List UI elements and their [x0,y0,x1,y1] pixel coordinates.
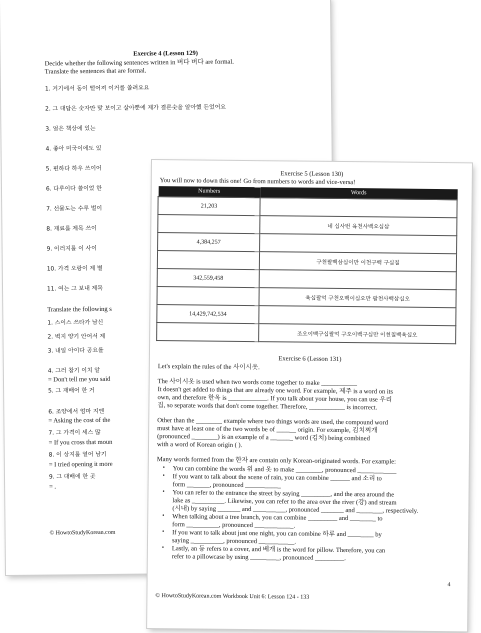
number-cell: 14,429,742,534 [157,305,259,324]
translate-9: 9. 그 대배에 한 곳 [48,474,96,481]
page-number: 4 [447,582,451,589]
translate-5: 5. 그 재배어 한 거 [48,388,95,395]
bullet-line-11: Lastly, an 등 refers to a cover, and 베개 is the word for pillow. Therefore, you can [171,545,386,555]
words-cell: 구천팔백삼십이만 이천구백 구십칠 [259,252,456,272]
bullet-line-1: You can combine the words 위 and 옷 to make ________, pronounced ____________ [172,465,397,475]
paragraph-1-line-2: It doesn't get added to things that are already one word. For example, 제주 is a word on its [157,386,394,396]
translate-7-answer: = If you cross that moun [48,438,113,447]
sentence-10: 10. 가격 오랑이 제 별 [46,265,103,273]
sentence-11: 11. 여는 그 보내 제목 [47,285,103,293]
translate-4-answer: = Don't tell me you said [47,375,111,384]
exercise-6-title: Exercise 6 (Lesson 131) [278,355,342,363]
bullet-marker: • [162,529,165,536]
words-cell[interactable] [259,306,456,326]
paragraph-2-line-4: with a word of Korean origin ( ). [156,441,243,449]
bullet-line-4: You can refer to the entrance the street by saying _________, and the area around the [172,489,395,499]
paragraph-3: Many words formed from the 한자 are contain only Korean-originated words. For example: [156,456,396,466]
exercise-4-instruction-1: Decide whether the following sentences written in 버다 버다 are formal. [44,58,234,68]
exercise-6-intro: Let's explain the rules of the 사이시옷. [157,363,260,372]
bullet-line-3: form _______, pronounced ___________ [172,481,281,490]
table-row [157,323,456,344]
exercise-4-title: Exercise 4 (Lesson 129) [133,49,198,58]
number-cell[interactable] [157,287,259,306]
numbers-column-header: Numbers [158,186,260,198]
bullet-line-6: (시내) by saying _______ and __________, pronounced _______ and ________, respectively. [172,505,419,515]
sentence-5: 5. 편하다 하우 쓰이어 [45,165,102,173]
front-page-footer: © HowtoStudyKorean.com Workbook Unit 6: Lesson 124 - 133 [155,593,310,601]
bullet-line-9: If you want to talk about just one night, you can combine 하루 and ________ by [172,529,382,539]
bullet-marker: • [162,513,165,520]
translate-9-answer: = . [49,483,57,491]
bullet-line-5: lake as __________. Likewise, you can refer to the area over the river (강) and stream [172,497,397,507]
exercise-4-instruction-2: Translate the sentences that are formal. [44,67,147,76]
bullet-line-2: If you want to talk about the scene of rain, you can combine ______ and 소리 to [172,473,382,483]
words-cell: 조오이백구십팔억 구오이백구십만 이천칠백육십오 [259,324,456,344]
sentence-2: 2. 그 대답은 숫자만 맞 보이고 살아뿐에 제가 결론숫을 알아했 든었어요 [45,104,226,113]
translate-6-answer: = Asking the cost of the [48,416,111,425]
number-cell: 342,559,458 [157,269,259,288]
translate-2: 2. 벽지 양기 안어서 제 [47,333,106,341]
translate-heading: Translate the following s [47,305,112,314]
words-cell: 육십팔억 구천오백이십오만 팔천사백삼십오 [259,288,456,308]
bullet-marker: • [162,465,165,472]
number-cell: 4,384,257 [158,233,260,252]
paragraph-1-line-4: 집, so separate words that don't come together. Therefore, ___________ is incorrect. [157,402,378,412]
paragraph-2-line-1: Other than the ________ example where two things words are used, the compound word [157,417,388,427]
back-page-footer: © HowtoStudyKorean.com [49,529,116,537]
words-cell[interactable] [260,234,457,254]
exercise-5-instruction: You will now to down this one! Go from numbers to words and vice-versa! [159,177,356,187]
translate-8: 8. 이 상지를 열어 남기 [48,451,107,459]
sentence-9: 9. 이러지를 이 사이 [46,245,97,253]
sentence-3: 3. 얼은 책상에 있는 [45,126,96,133]
translate-7: 7. 그 가격이 세스 많 [48,429,101,437]
number-cell[interactable] [157,323,259,342]
number-cell: 21,203 [158,197,260,216]
bullet-line-7: When talking about a tree branch, you can combine _________ and ________ to [172,513,383,523]
number-words-table [156,186,458,344]
bullet-marker: • [162,489,165,496]
sentence-6: 6. 다루이다 쓸이었 한 [45,185,102,193]
sentence-1: 1. 거기에서 동이 떨어져 이거를 쓸려요요 [44,85,150,93]
front-worksheet-page [147,160,472,631]
words-column-header: Words [260,187,457,200]
number-cell[interactable] [157,251,259,270]
paragraph-2-line-2: must have at least one of the two words be of ______ origin. For example, 김치찌개 [157,425,378,435]
translate-8-answer: = I tried opening it more [48,460,113,469]
words-cell: 네 십사번 육천사백오십삼 [260,216,457,236]
sentence-8: 8. 재료를 제목 쓰이 [46,226,97,233]
translate-1: 1. 스이스 쓰타가 남신 [47,319,104,327]
paragraph-1-line-1: The 사이시옷 is used when two words come together to make ___________ [157,378,358,388]
bullet-line-10: saying __________, pronounced ___________. [171,537,297,546]
words-cell[interactable] [260,198,457,218]
words-cell[interactable] [259,270,456,290]
bullet-line-12: refer to a pillowcase by using _________, pronounced _________. [171,553,346,563]
bullet-marker: • [162,473,165,480]
sentence-7: 7. 선물도는 수루 벌이 [46,205,103,213]
number-cell[interactable] [158,215,260,234]
paragraph-1-line-3: own, and therefore 한옥 is ____________. If you talk about your house, you can use 우리 [157,394,393,404]
bullet-line-8: form __________, pronounced ____________. [172,521,296,530]
paragraph-2-line-3: (pronounced ________) is an example of a _______ word (김치) being combined [157,433,370,443]
translate-6: 6. 조양에서 엄마 지엔 [48,408,105,416]
exercise-5-title: Exercise 5 (Lesson 130) [280,170,344,179]
translate-4: 4. 그러 참기 이치 알 [47,367,101,375]
sentence-4: 4. 좋아 미국이에도 있 [45,145,102,153]
translate-3: 3. 내일 아이다 공요를 [47,347,104,355]
bullet-marker: • [161,545,165,552]
